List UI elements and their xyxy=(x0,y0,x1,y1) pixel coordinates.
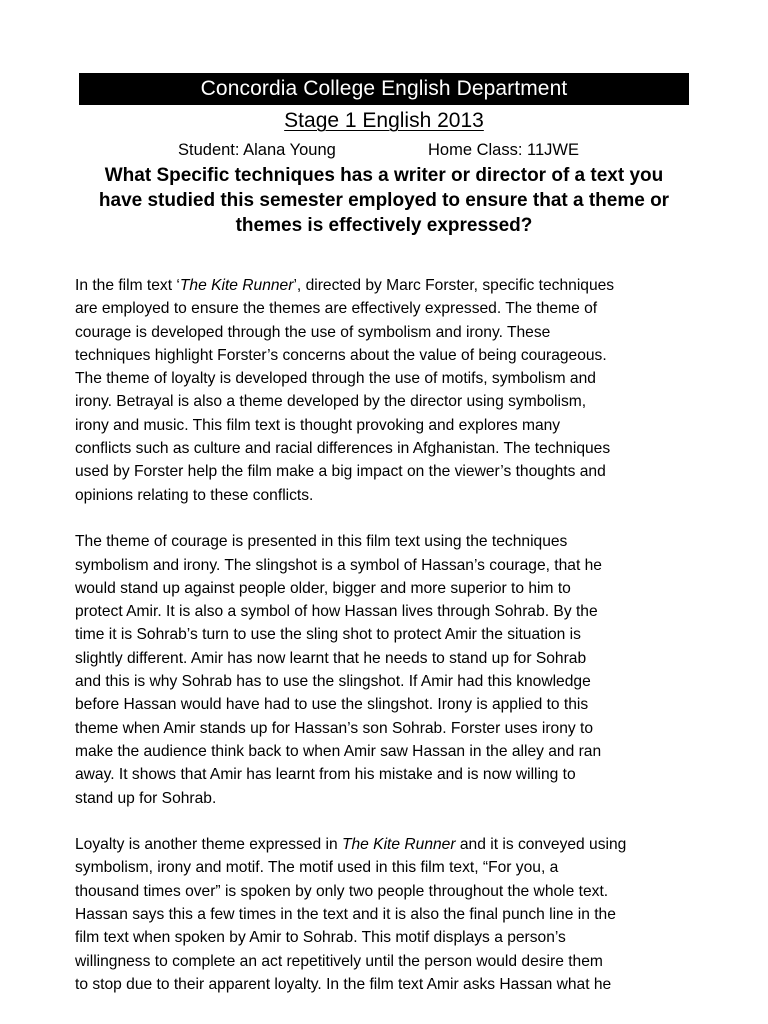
paragraph-line xyxy=(75,647,725,670)
paragraph-line xyxy=(75,297,725,320)
paragraph-line xyxy=(75,321,725,344)
text-run: stand up for Sohrab. xyxy=(75,789,217,807)
student-info-line xyxy=(0,139,768,161)
paragraph-line xyxy=(75,530,725,553)
text-run: and it is conveyed using xyxy=(455,836,627,854)
italic-title-text: The Kite Runner xyxy=(341,836,456,854)
paragraph-line xyxy=(75,950,725,973)
text-run: symbolism, irony and motif. The motif used in this film text, “For you, a xyxy=(75,859,559,877)
text-run: irony. Betrayal is also a theme developed by the director using symbolism, xyxy=(75,393,587,411)
paragraph-line xyxy=(75,880,725,903)
paragraph-line xyxy=(75,903,725,926)
essay-paragraph xyxy=(75,833,725,996)
paragraph-line xyxy=(75,693,725,716)
paragraph-line xyxy=(75,367,725,390)
essay-question xyxy=(60,163,708,238)
paragraph-line xyxy=(75,554,725,577)
paragraph-line xyxy=(75,274,725,297)
paragraph-line xyxy=(75,460,725,483)
text-run: before Hassan would have had to use the slingshot. Irony is applied to this xyxy=(75,696,589,714)
question-line: have studied this semester employed to ensure that a theme or xyxy=(98,190,670,211)
course-title xyxy=(0,107,768,135)
paragraph-line xyxy=(75,437,725,460)
question-line: What Specific techniques has a writer or director of a text you xyxy=(104,165,664,186)
text-run: make the audience think back to when Amir saw Hassan in the alley and ran xyxy=(75,742,602,760)
essay-paragraph xyxy=(75,530,725,810)
text-run: time it is Sohrab’s turn to use the sling shot to protect Amir the situation is xyxy=(75,626,581,644)
paragraph-line xyxy=(75,787,725,810)
text-run: The theme of courage is presented in this film text using the techniques xyxy=(75,533,568,551)
text-run: The theme of loyalty is developed through the use of motifs, symbolism and xyxy=(75,370,596,388)
course-title-text: Stage 1 English 2013 xyxy=(284,109,484,132)
paragraph-line xyxy=(75,344,725,367)
paragraph-line xyxy=(75,484,725,507)
essay-paragraph xyxy=(75,274,725,507)
text-run: are employed to ensure the themes are effectively expressed. The theme of xyxy=(75,300,598,318)
text-run: film text when spoken by Amir to Sohrab. This motif displays a person’s xyxy=(75,929,566,947)
text-run: irony and music. This film text is thought provoking and explores many xyxy=(75,416,561,434)
text-run: theme when Amir stands up for Hassan’s son Sohrab. Forster uses irony to xyxy=(75,719,594,737)
text-run: symbolism and irony. The slingshot is a symbol of Hassan’s courage, that he xyxy=(75,556,602,574)
student-name: Student: Alana Young xyxy=(178,141,336,159)
essay-body xyxy=(75,274,725,1020)
paragraph-line xyxy=(75,763,725,786)
paragraph-line xyxy=(75,414,725,437)
text-run: to stop due to their apparent loyalty. In the film text Amir asks Hassan what he xyxy=(75,975,612,993)
text-run: and this is why Sohrab has to use the slingshot. If Amir had this knowledge xyxy=(75,673,591,691)
text-run: Hassan says this a few times in the text and it is also the final punch line in the xyxy=(75,906,616,924)
text-run: used by Forster help the film make a big impact on the viewer’s thoughts and xyxy=(75,463,606,481)
text-run: opinions relating to these conflicts. xyxy=(75,486,314,504)
text-run: In the film text ‘ xyxy=(75,277,180,294)
paragraph-line xyxy=(75,670,725,693)
paragraph-line xyxy=(75,577,725,600)
home-class: Home Class: 11JWE xyxy=(428,141,579,159)
paragraph-line xyxy=(75,600,725,623)
paragraph-line xyxy=(75,973,725,996)
paragraph-line xyxy=(75,740,725,763)
text-run: courage is developed through the use of symbolism and irony. These xyxy=(75,323,551,341)
text-run: slightly different. Amir has now learnt that he needs to stand up for Sohrab xyxy=(75,649,587,667)
text-run: protect Amir. It is also a symbol of how Hassan lives through Sohrab. By the xyxy=(75,603,598,621)
text-run: away. It shows that Amir has learnt from his mistake and is now willing to xyxy=(75,766,576,784)
paragraph-line xyxy=(75,390,725,413)
paragraph-line xyxy=(75,833,725,856)
text-run: thousand times over” is spoken by only two people throughout the whole text. xyxy=(75,882,609,900)
paragraph-line xyxy=(75,623,725,646)
text-run: techniques highlight Forster’s concerns about the value of being courageous. xyxy=(75,346,607,364)
paragraph-line xyxy=(75,926,725,949)
department-banner: Concordia College English Department xyxy=(79,73,689,105)
italic-title-text: The Kite Runner xyxy=(179,277,294,294)
text-run: willingness to complete an act repetitively until the person would desire them xyxy=(75,952,603,970)
paragraph-line xyxy=(75,717,725,740)
text-run: ’, directed by Marc Forster, specific techniques xyxy=(293,277,615,294)
text-run: Loyalty is another theme expressed in xyxy=(75,836,342,854)
text-run: would stand up against people older, bigger and more superior to him to xyxy=(75,579,571,597)
text-run: conflicts such as culture and racial differences in Afghanistan. The techniques xyxy=(75,440,611,458)
question-line: themes is effectively expressed? xyxy=(235,215,533,236)
paragraph-line xyxy=(75,856,725,879)
